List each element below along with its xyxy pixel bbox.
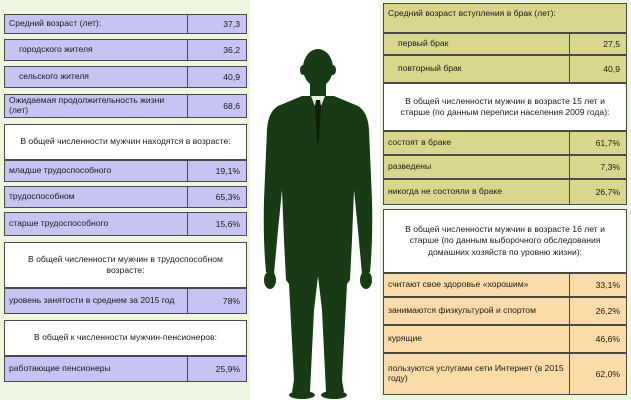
row-label: считают свое здоровье «хорошим» [384, 274, 570, 296]
row-value: 62,0% [595, 369, 620, 379]
row-value: 46,6% [595, 334, 620, 344]
row-label: занимаются физкультурой и спортом [384, 298, 570, 324]
stat-row-life-expectancy [4, 94, 247, 118]
stat-row-over-working-age [4, 212, 247, 236]
stat-row-average-age [4, 14, 247, 34]
note-household-survey: В общей численности мужчин в возрасте 16 лет и старше (по данным выборочного обследования домашних хозяйств по уровню жизни): [383, 209, 627, 273]
note-age-groups: В общей численности мужчин находятся в возрасте: [4, 124, 247, 160]
row-value: 40,9 [603, 64, 620, 74]
right-panel [380, 0, 631, 400]
stat-row-under-working-age [4, 160, 247, 182]
row-value: 7,3% [600, 162, 620, 172]
row-label: никогда не состояли в браке [384, 180, 570, 204]
row-label: младше трудоспособного [5, 161, 188, 181]
row-label: трудоспособном [5, 187, 188, 207]
stat-row-first-marriage [383, 33, 627, 55]
marriage-age-header [383, 3, 627, 33]
note-working-age: В общей численности мужчин в трудоспособном возрасте: [4, 242, 247, 288]
row-label: курящие [384, 326, 570, 352]
stat-row-repeat-marriage [383, 55, 627, 83]
man-silhouette-icon [262, 40, 374, 400]
row-label: Средний возраст (лет): [5, 15, 188, 33]
row-label: старше трудоспособного [5, 213, 188, 235]
row-label: повторный брак [384, 56, 570, 82]
row-value: 61,7% [595, 138, 620, 148]
row-label: Средний возраст вступления в брак (лет): [388, 8, 556, 18]
stat-row-employment [4, 288, 247, 314]
row-label: работающие пенсионеры [5, 357, 188, 381]
stat-row-rural-age [4, 66, 247, 88]
stat-row-married [383, 131, 627, 155]
stat-row-divorced [383, 155, 627, 179]
row-value: 19,1% [215, 166, 240, 176]
note-census-2009: В общей численности мужчин в возрасте 15 лет и старше (по данным переписи населения 2009 года): [383, 83, 627, 131]
row-label: разведены [384, 156, 570, 178]
row-value: 65,3% [215, 192, 240, 202]
stat-row-working-pensioners [4, 356, 247, 382]
row-value: 26,2% [595, 306, 620, 316]
row-value: 68,6 [223, 101, 240, 111]
row-label: уровень занятости в среднем за 2015 год [5, 289, 188, 313]
stat-row-sports [383, 297, 627, 325]
left-panel [0, 0, 250, 400]
row-value: 78% [222, 296, 240, 306]
row-value: 15,6% [215, 219, 240, 229]
row-value: 26,7% [595, 187, 620, 197]
stat-row-working-age [4, 186, 247, 208]
row-value: 27,5 [603, 39, 620, 49]
stat-row-internet-users [383, 353, 627, 395]
row-value: 36,2 [223, 45, 240, 55]
stat-row-smokers [383, 325, 627, 353]
stat-row-never-married [383, 179, 627, 205]
row-value: 40,9 [223, 72, 240, 82]
row-value: 25,9% [215, 364, 240, 374]
row-label: Ожидаемая продолжительность жизни (лет) [5, 95, 188, 117]
stat-row-good-health [383, 273, 627, 297]
row-value: 33,1% [595, 280, 620, 290]
row-label: городского жителя [5, 40, 188, 60]
row-label: пользуются услугами сети Интернет (в 2015 году) [384, 354, 570, 394]
note-pensioners: В общей к численности мужчин-пенсионеров: [4, 320, 247, 356]
row-value: 37,3 [223, 19, 240, 29]
stat-row-urban-age [4, 39, 247, 61]
row-label: сельского жителя [5, 67, 188, 87]
row-label: состоят в браке [384, 132, 570, 154]
row-label: первый брак [384, 34, 570, 54]
